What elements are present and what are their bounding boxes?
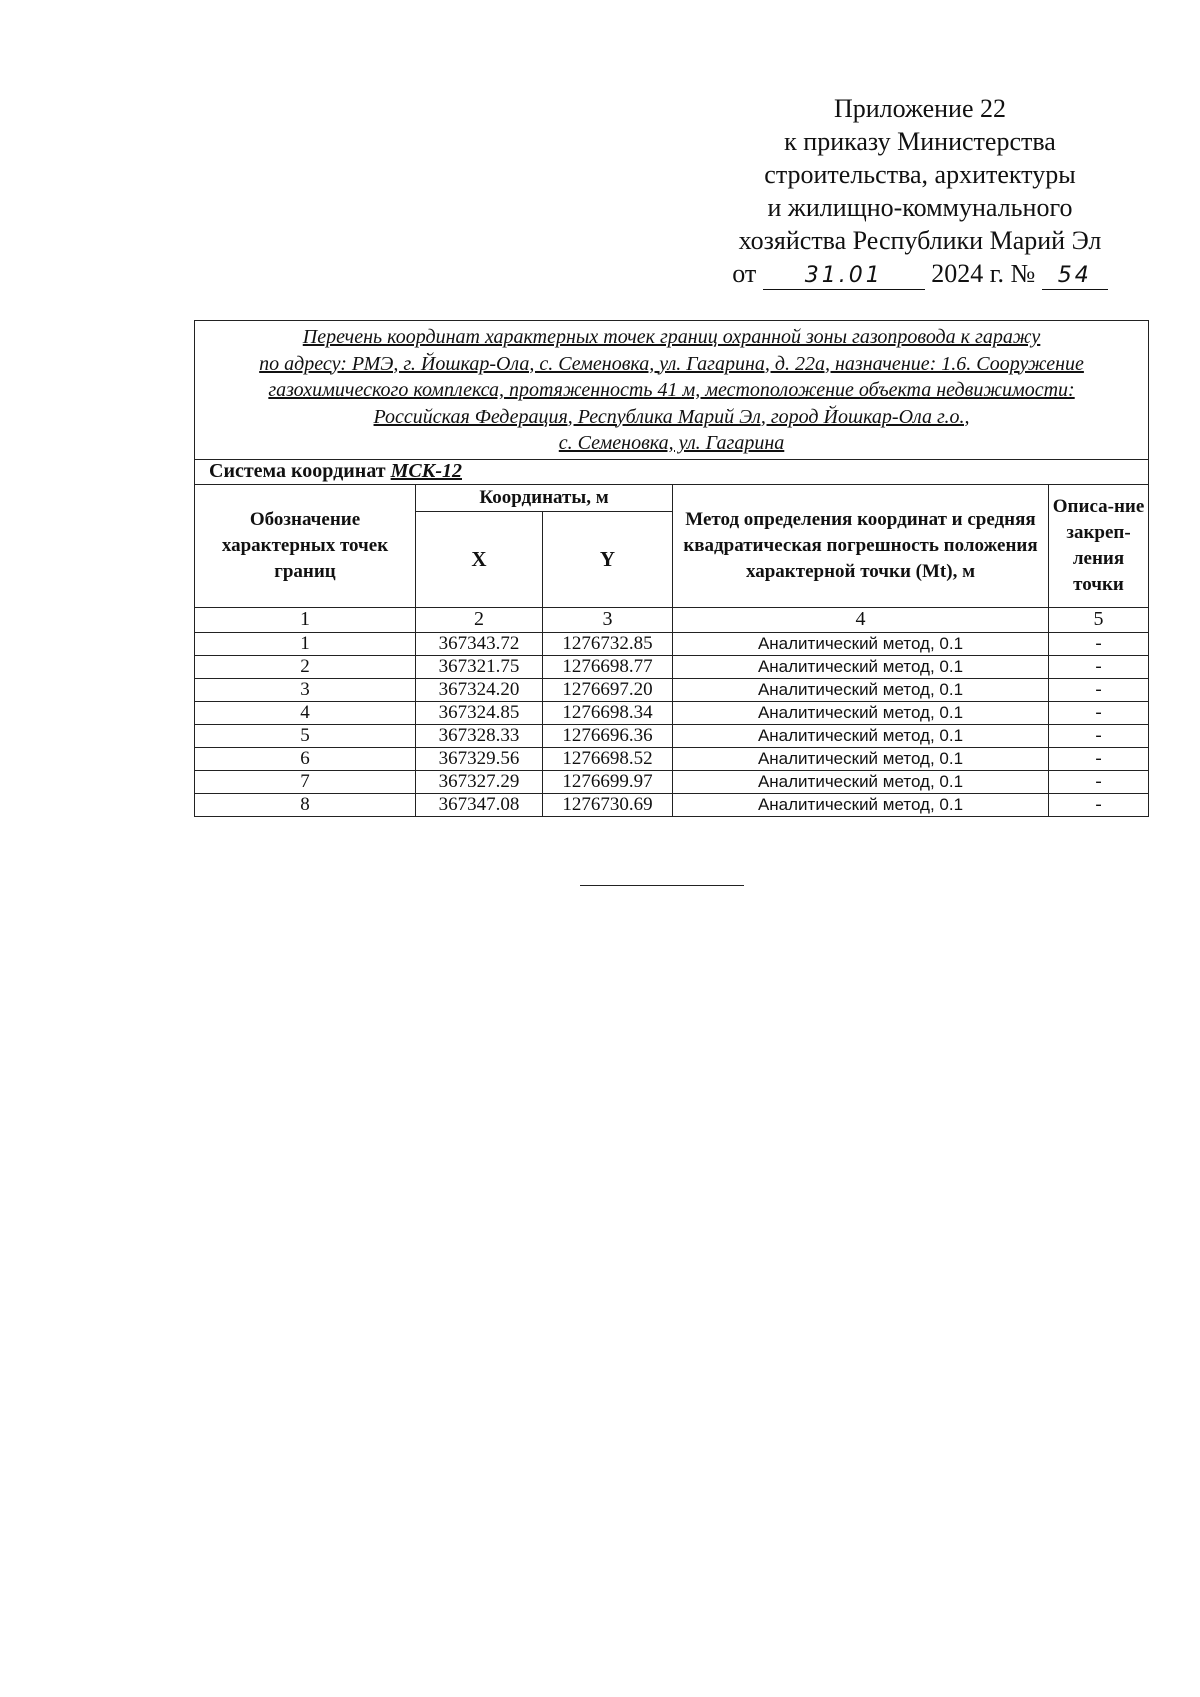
- header-description: Описа-ние закреп-ления точки: [1049, 484, 1149, 607]
- x-value: 367347.08: [416, 793, 543, 816]
- column-number: 3: [543, 607, 673, 632]
- method-value: Аналитический метод, 0.1: [673, 701, 1049, 724]
- handwritten-date: 31.01: [763, 263, 925, 290]
- header-y: Y: [543, 511, 673, 607]
- y-value: 1276696.36: [543, 724, 673, 747]
- coordinate-system-label: Система координат: [209, 460, 386, 482]
- appendix-title: Приложение 22: [833, 94, 1007, 123]
- table-row: [195, 724, 1149, 747]
- y-value: 1276730.69: [543, 793, 673, 816]
- description-value: -: [1049, 747, 1149, 770]
- method-value: Аналитический метод, 0.1: [673, 632, 1049, 655]
- appendix-republic-line: хозяйства Республики Марий Эл: [738, 226, 1102, 255]
- caption-line: Российская Федерация, Республика Марий Эл, город Йошкар-Ола г.о.,: [373, 405, 970, 428]
- header-point: Обозначение характерных точек границ: [195, 484, 416, 607]
- method-value: Аналитический метод, 0.1: [673, 747, 1049, 770]
- header-method: Метод определения координат и средняя квадратическая погрешность положения характерной точки (Mt), м: [673, 484, 1049, 607]
- column-number: 1: [195, 607, 416, 632]
- method-value: Аналитический метод, 0.1: [673, 678, 1049, 701]
- point-id: 6: [195, 747, 416, 770]
- table-row: [195, 747, 1149, 770]
- y-value: 1276699.97: [543, 770, 673, 793]
- description-value: -: [1049, 678, 1149, 701]
- y-value: 1276698.77: [543, 655, 673, 678]
- appendix-header: [690, 92, 1150, 290]
- point-id: 1: [195, 632, 416, 655]
- x-value: 367324.85: [416, 701, 543, 724]
- handwritten-order-number: 54: [1042, 263, 1108, 290]
- caption-line: газохимического комплекса, протяженность 41 м, местоположение объекта недвижимости:: [268, 379, 1075, 401]
- coordinates-table-container: [194, 320, 1148, 817]
- x-value: 367328.33: [416, 724, 543, 747]
- table-row: [195, 678, 1149, 701]
- appendix-order-line: к приказу Министерства: [784, 127, 1056, 156]
- caption-line: Перечень координат характерных точек границ охранной зоны газопровода к гаражу: [302, 326, 1041, 348]
- method-value: Аналитический метод, 0.1: [673, 724, 1049, 747]
- appendix-ministry-line-2: и жилищно-коммунального: [767, 193, 1073, 222]
- description-value: -: [1049, 724, 1149, 747]
- table-row: [195, 655, 1149, 678]
- point-id: 7: [195, 770, 416, 793]
- appendix-ministry-line: строительства, архитектуры: [764, 160, 1076, 189]
- x-value: 367321.75: [416, 655, 543, 678]
- table-row: [195, 632, 1149, 655]
- column-number: 5: [1049, 607, 1149, 632]
- description-value: -: [1049, 701, 1149, 724]
- x-value: 367329.56: [416, 747, 543, 770]
- caption-line: по адресу: РМЭ, г. Йошкар-Ола, с. Семеновка, ул. Гагарина, д. 22а, назначение: 1.6. Сооружение: [259, 352, 1084, 375]
- point-id: 4: [195, 701, 416, 724]
- table-row: [195, 701, 1149, 724]
- appendix-date-line: [690, 257, 1150, 290]
- y-value: 1276698.34: [543, 701, 673, 724]
- x-value: 367343.72: [416, 632, 543, 655]
- year-text: 2024 г. №: [931, 259, 1036, 288]
- point-id: 5: [195, 724, 416, 747]
- column-number: 4: [673, 607, 1049, 632]
- point-id: 2: [195, 655, 416, 678]
- description-value: -: [1049, 632, 1149, 655]
- header-x: X: [416, 511, 543, 607]
- table-row: [195, 793, 1149, 816]
- method-value: Аналитический метод, 0.1: [673, 655, 1049, 678]
- coordinate-system-row: [195, 459, 1149, 484]
- header-coordinates: Координаты, м: [416, 484, 673, 511]
- x-value: 367327.29: [416, 770, 543, 793]
- column-number-row: [195, 607, 1149, 632]
- description-value: -: [1049, 793, 1149, 816]
- description-value: -: [1049, 655, 1149, 678]
- y-value: 1276732.85: [543, 632, 673, 655]
- description-value: -: [1049, 770, 1149, 793]
- date-prefix: от: [732, 259, 757, 288]
- coordinates-table: [194, 320, 1149, 817]
- y-value: 1276697.20: [543, 678, 673, 701]
- end-of-document-line: [580, 885, 744, 886]
- caption-line: с. Семеновка, ул. Гагарина: [558, 432, 785, 454]
- method-value: Аналитический метод, 0.1: [673, 793, 1049, 816]
- table-caption: [195, 321, 1149, 460]
- method-value: Аналитический метод, 0.1: [673, 770, 1049, 793]
- coordinate-system-value: МСК-12: [390, 460, 462, 482]
- x-value: 367324.20: [416, 678, 543, 701]
- point-id: 8: [195, 793, 416, 816]
- y-value: 1276698.52: [543, 747, 673, 770]
- table-row: [195, 770, 1149, 793]
- point-id: 3: [195, 678, 416, 701]
- column-number: 2: [416, 607, 543, 632]
